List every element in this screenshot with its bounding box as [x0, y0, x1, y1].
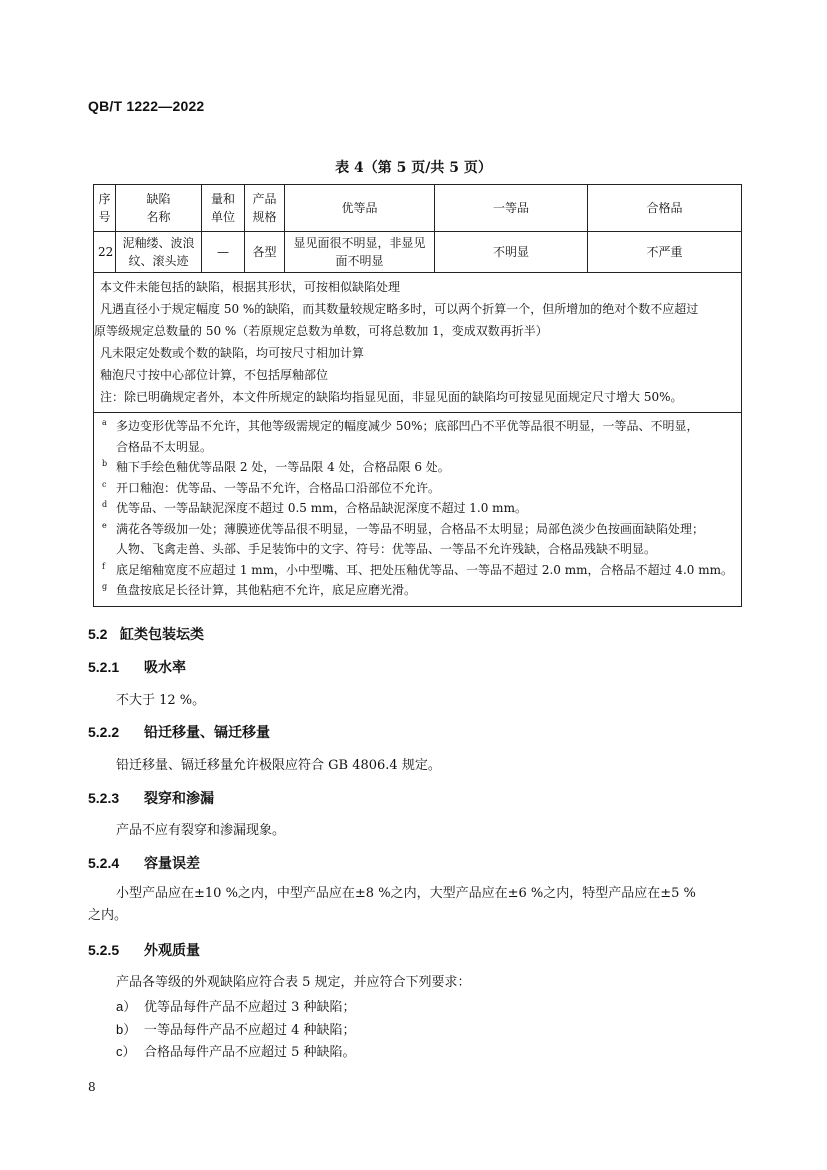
table-title: 表 4（第 5 页/共 5 页）: [335, 160, 492, 176]
list-label: c）: [116, 1044, 136, 1059]
table-notes: [94, 273, 742, 413]
section-number: 5.2.1: [88, 659, 120, 675]
section-heading: [88, 624, 204, 644]
cell-qualified: 不严重: [588, 232, 742, 273]
section-number: 5.2.5: [88, 942, 120, 958]
section-number: 5.2.2: [88, 724, 120, 740]
paragraph: 铅迁移量、镉迁移量允许极限应符合 GB 4806.4 规定。: [116, 758, 441, 773]
footnote-mark: b: [102, 459, 108, 468]
list-item: [116, 1041, 356, 1060]
table-footnotes: [94, 413, 742, 607]
header-qualified: 合格品: [588, 185, 742, 232]
section-title: 铅迁移量、镉迁移量: [144, 724, 270, 740]
note-line: 本文件未能包括的缺陷，根据其形状，可按相似缺陷处理: [100, 280, 401, 294]
note-remark: 注：除已明确规定者外，本文件所规定的缺陷均指显见面，非显见面的缺陷均可按显见面规定尺寸增大 50%。: [100, 390, 683, 404]
footnote-g: g 鱼盘按底足长径计算，其他粘疤不允许，底足应磨光滑。: [100, 580, 735, 601]
paragraph: 不大于 12 %。: [116, 693, 206, 708]
list-label: a）: [116, 999, 137, 1014]
section-heading: [88, 853, 200, 873]
note-line: 原等级规定总数量的 50 %（若原规定总数为单数，可将总数加 1，变成双数再折半）: [94, 324, 548, 338]
section-heading: [88, 788, 214, 808]
header-no: 序 号: [94, 185, 116, 232]
note-line: 凡遇直径小于规定幅度 50 %的缺陷，而其数量较规定略多时，可以两个折算一个，但所增加的绝对个数不应超过: [100, 302, 699, 316]
paragraph: 产品各等级的外观缺陷应符合表 5 规定，并应符合下列要求：: [116, 975, 471, 990]
list-item: [116, 996, 356, 1015]
cell-superior: 显见面很不明显，非显见 面不明显: [285, 232, 435, 273]
defects-table: [93, 184, 742, 607]
cell-defect-name: 泥釉缕、波浪 纹、滚头迹: [116, 232, 202, 273]
section-heading: [88, 940, 200, 960]
cell-no: 22: [94, 232, 116, 273]
list-item: [116, 1019, 356, 1038]
footnote-mark: e: [102, 520, 107, 530]
footnote-mark: f: [102, 561, 105, 571]
header-superior: 优等品: [285, 185, 435, 232]
footnote-a: a 多边变形优等品不允许，其他等级需规定的幅度减少 50%；底部凹凸不平优等品很不明显，一等品、不明显， 合格品不太明显。: [100, 416, 735, 457]
section-title: 容量误差: [144, 855, 200, 871]
footnote-e: e 满花各等级加一处；薄膜迹优等品很不明显，一等品不明显，合格品不太明显；局部色淡少色按画面缺陷处理； 人物、飞禽走兽、头部、手足装饰中的文字、符号：优等品、一等品不允许残缺，合格品残缺不明显。: [100, 519, 735, 560]
list-label: b）: [116, 1022, 137, 1037]
cell-first-grade: 不明显: [435, 232, 588, 273]
table-header-row: [94, 185, 742, 232]
footnote-b: b 釉下手绘色釉优等品限 2 处，一等品限 4 处，合格品限 6 处。: [100, 457, 735, 478]
section-title: 缸类包装坛类: [120, 626, 204, 642]
paragraph-continuation: 之内。: [88, 908, 128, 923]
note-line: 釉泡尺寸按中心部位计算，不包括厚釉部位: [100, 368, 329, 382]
section-number: 5.2: [88, 626, 108, 642]
list-text: 一等品每件产品不应超过 4 种缺陷；: [144, 1023, 356, 1038]
list-text: 优等品每件产品不应超过 3 种缺陷；: [144, 1000, 356, 1015]
notes-row: [94, 273, 742, 413]
note-line: 凡未限定处数或个数的缺陷，均可按尺寸相加计算: [100, 346, 365, 360]
section-title: 吸水率: [144, 659, 186, 675]
section-number: 5.2.3: [88, 790, 120, 806]
footnote-d: d 优等品、一等品缺泥深度不超过 0.5 mm，合格品缺泥深度不超过 1.0 mm。: [100, 498, 735, 519]
table-row: [94, 232, 742, 273]
header-spec: 产品 规格: [245, 185, 285, 232]
cell-spec: 各型: [245, 232, 285, 273]
header-defect-name: 缺陷 名称: [116, 185, 202, 232]
list-text: 合格品每件产品不应超过 5 种缺陷。: [144, 1045, 356, 1060]
footnotes-row: [94, 413, 742, 607]
standard-code: QB/T 1222—2022: [88, 98, 205, 114]
section-heading: [88, 657, 186, 677]
page-number: 8: [88, 1080, 96, 1094]
section-title: 裂穿和渗漏: [144, 790, 214, 806]
paragraph: 小型产品应在±10 %之内，中型产品应在±8 %之内，大型产品应在±6 %之内，特型产品应在±5 %: [116, 886, 696, 901]
footnote-c: c 开口釉泡：优等品、一等品不允许，合格品口沿部位不允许。: [100, 478, 735, 499]
footnote-mark: g: [102, 582, 108, 591]
footnote-mark: c: [102, 479, 107, 489]
section-heading: [88, 722, 270, 742]
header-first-grade: 一等品: [435, 185, 588, 232]
paragraph: 产品不应有裂穿和渗漏现象。: [116, 823, 286, 838]
cell-unit: —: [202, 232, 245, 273]
section-title: 外观质量: [144, 942, 200, 958]
footnote-f: f 底足缩釉宽度不应超过 1 mm，小中型嘴、耳、把处压釉优等品、一等品不超过 2.0 mm，合格品不超过 4.0 mm。: [100, 560, 735, 581]
section-number: 5.2.4: [88, 855, 120, 871]
header-unit: 量和 单位: [202, 185, 245, 232]
footnote-mark: a: [102, 418, 107, 427]
footnote-mark: d: [102, 500, 108, 509]
